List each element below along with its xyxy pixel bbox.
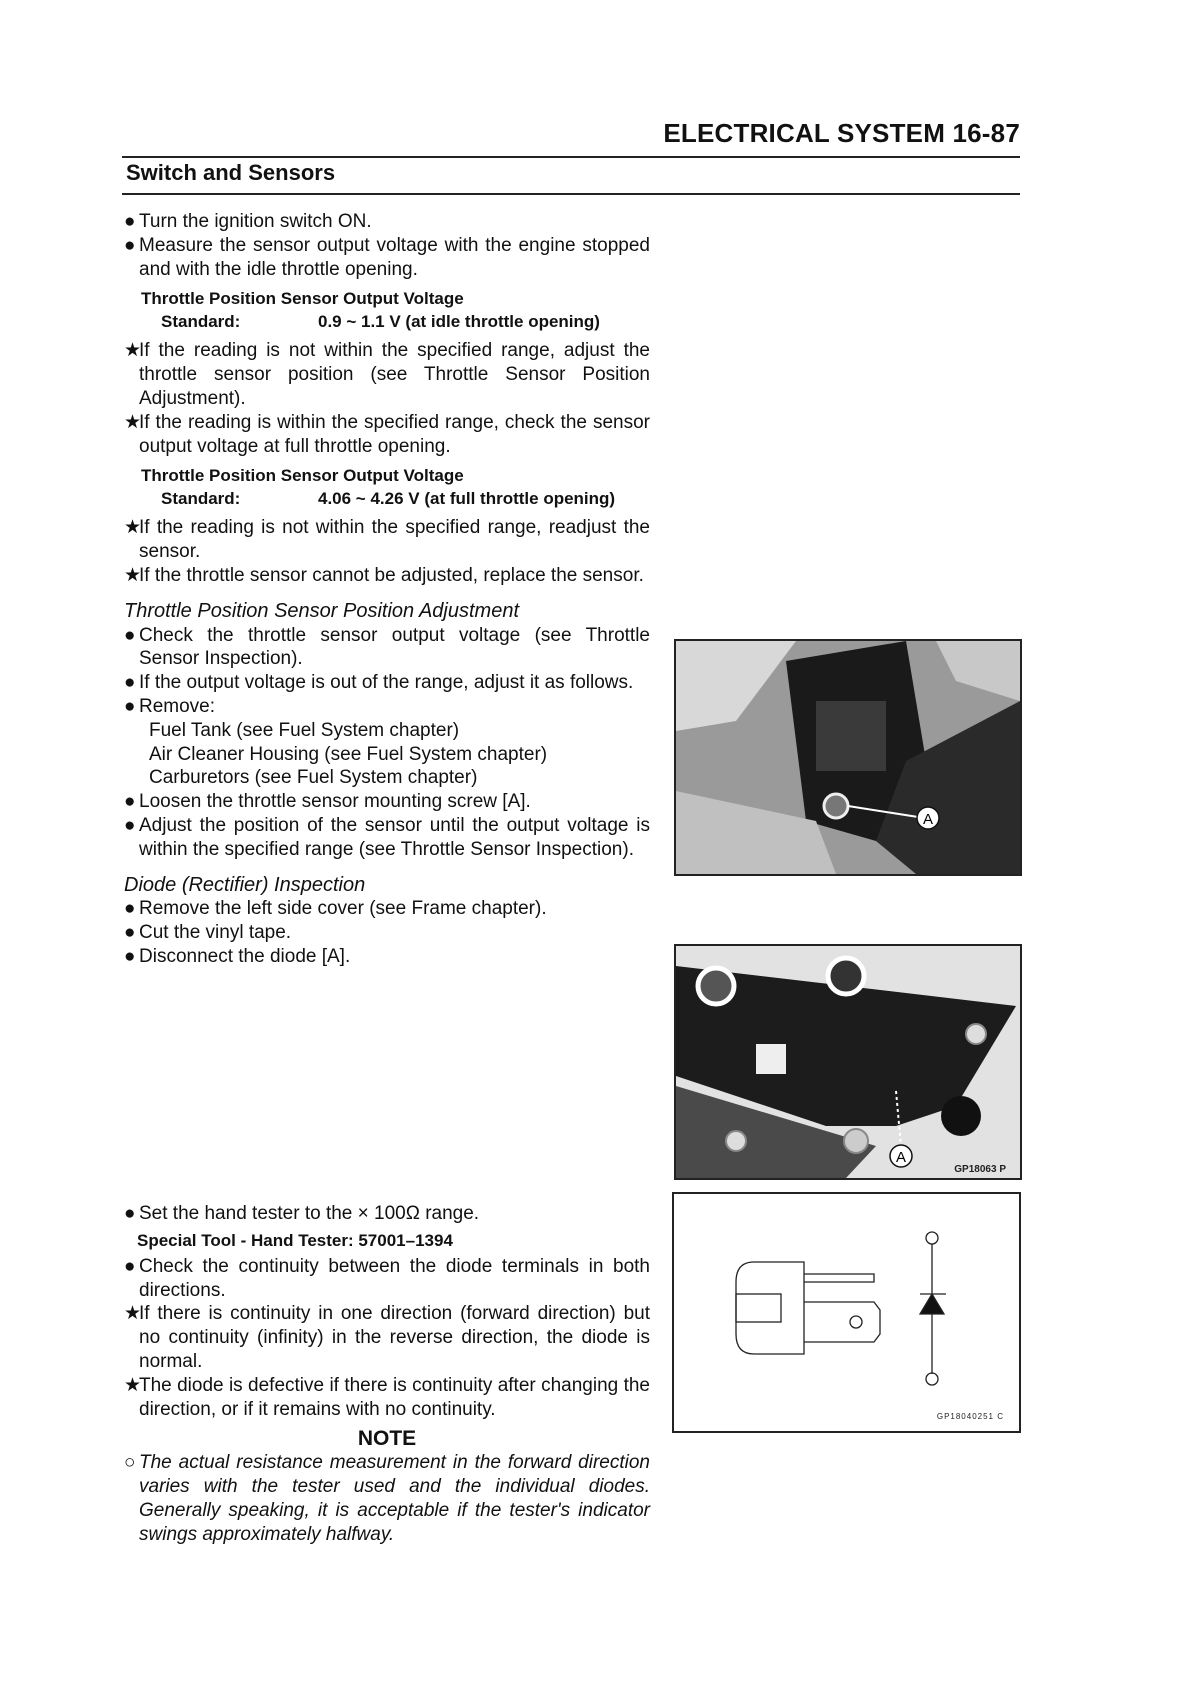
remove-item: Carburetors (see Fuel System chapter) bbox=[149, 767, 478, 789]
diode-location-photo bbox=[674, 944, 1022, 1180]
list-item: ● Check the continuity between the diode terminals in both directions. bbox=[124, 1255, 650, 1301]
list-item: ● Remove: bbox=[124, 695, 216, 717]
header-rule bbox=[122, 156, 1020, 158]
list-item: ● Turn the ignition switch ON. bbox=[124, 211, 372, 232]
list-item: ★ If the reading is within the specified range, check the sensor output voltage at full throttle opening. bbox=[124, 411, 650, 457]
terminal-icon bbox=[926, 1373, 938, 1385]
list-item: ● Loosen the throttle sensor mounting screw [A]. bbox=[124, 791, 531, 813]
list-item: ● Cut the vinyl tape. bbox=[124, 922, 292, 944]
remove-item: Air Cleaner Housing (see Fuel System chapter) bbox=[149, 743, 548, 765]
list-item: ★ If there is continuity in one direction (forward direction) but no continuity (infinity) in the reverse direction, the diode is normal. bbox=[124, 1303, 650, 1372]
callout-a: A bbox=[922, 811, 934, 828]
special-tool: Special Tool - Hand Tester: 57001–1394 bbox=[137, 1230, 453, 1250]
page-header-title: ELECTRICAL SYSTEM 16-87 bbox=[663, 118, 1020, 148]
list-item: ★ If the reading is not within the specified range, adjust the throttle sensor position (see Throttle Sensor Position Adjustment). bbox=[124, 340, 650, 409]
spec-idle: Throttle Position Sensor Output Voltage Standard: 0.9 ~ 1.1 V (at idle throttle opening) bbox=[141, 289, 600, 332]
list-item: ● If the output voltage is out of the range, adjust it as follows. bbox=[124, 672, 634, 694]
list-item: ★ If the reading is not within the specified range, readjust the sensor. bbox=[124, 517, 650, 563]
tester-column bbox=[124, 1202, 650, 1546]
diode-symbol-icon bbox=[920, 1294, 944, 1314]
list-item: ● Adjust the position of the sensor until the output voltage is within the specified range (see Throttle Sensor Inspection). bbox=[124, 814, 650, 860]
photo-code: GP18063 P bbox=[954, 1164, 1006, 1175]
callout-a: A bbox=[895, 1149, 907, 1166]
throttle-sensor-photo bbox=[674, 639, 1022, 876]
list-item: ★ The diode is defective if there is continuity after changing the direction, or if it remains with no continuity. bbox=[124, 1374, 650, 1420]
adjust-heading: Throttle Position Sensor Position Adjustment bbox=[124, 599, 520, 622]
text-column bbox=[124, 210, 650, 969]
list-item: ★ If the throttle sensor cannot be adjusted, replace the sensor. bbox=[124, 564, 644, 586]
list-item: ● Check the throttle sensor output voltage (see Throttle Sensor Inspection). bbox=[124, 624, 650, 670]
list-item: ● Set the hand tester to the × 100Ω range. bbox=[124, 1203, 480, 1224]
list-item: ● Disconnect the diode [A]. bbox=[124, 945, 351, 967]
note-heading: NOTE bbox=[357, 1427, 417, 1451]
list-item: ● Remove the left side cover (see Frame chapter). bbox=[124, 898, 547, 920]
diagram-code: GP18040251 C bbox=[936, 1412, 1004, 1421]
diode-diagram bbox=[672, 1192, 1021, 1433]
diode-body-shape bbox=[736, 1262, 804, 1354]
section-title: Switch and Sensors bbox=[126, 160, 336, 185]
list-item: ● Measure the sensor output voltage with the engine stopped and with the idle throttle opening. bbox=[124, 234, 650, 280]
section-rule bbox=[122, 193, 1020, 195]
note-text: ○ The actual resistance measurement in the forward direction varies with the tester used and the individual diodes. Generally speaking, it is acceptable if the tester's indicator swings approximately halfway. bbox=[124, 1452, 650, 1545]
remove-item: Fuel Tank (see Fuel System chapter) bbox=[149, 719, 460, 741]
spec-full: Throttle Position Sensor Output Voltage Standard: 4.06 ~ 4.26 V (at full throttle opening) bbox=[141, 466, 616, 509]
terminal-icon bbox=[926, 1232, 938, 1244]
diode-heading: Diode (Rectifier) Inspection bbox=[124, 873, 366, 896]
